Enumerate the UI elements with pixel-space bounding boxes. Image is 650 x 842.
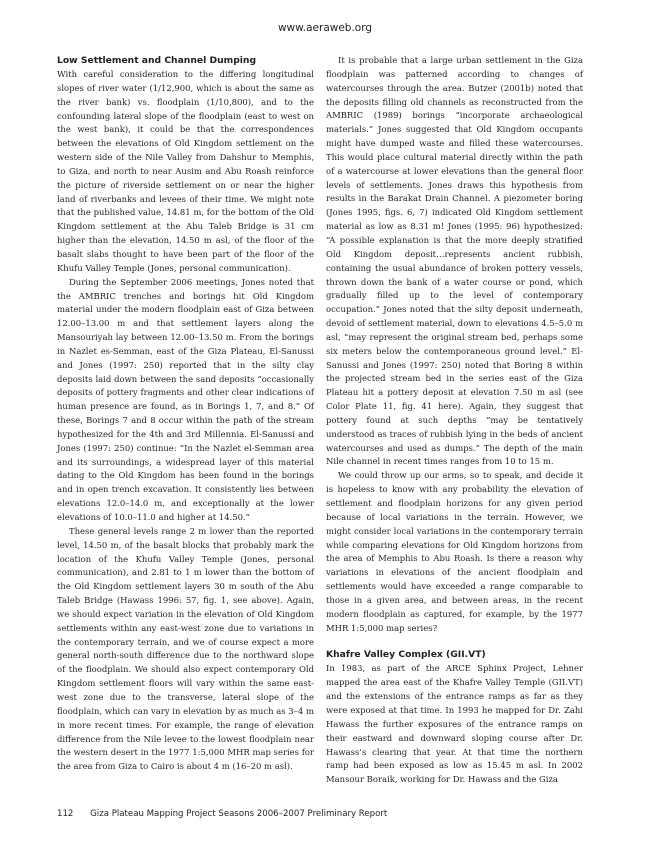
right-column xyxy=(326,54,583,787)
paragraph: In 1983, as part of the ARCE Sphinx Project, Lehner mapped the area east of the Khafre Valley Temple (GII.VT) and the extensions of the entrance ramps as far as they were exposed at that time. In 1993 he mapped for Dr. Zahi Hawass the further exposures of the entrance ramps on their eastward and downward sloping course after Dr. Hawass’s clearing that year. At that time the northern ramp had been exposed as low as 15.45 m asl. In 2002 Mansour Boraik, working for Dr. Hawass and the Giza xyxy=(326,663,583,785)
paragraph: During the September 2006 meetings, Jones noted that the AMBRIC trenches and borings hit Old Kingdom material under the modern floodplain east of Giza between 12.00–13.00 m and that settlement layers along the Mansouriyah lay between 12.00–13.50 m. From the borings in Nazlet es-Semman, east of the Giza Plateau, El-Sanussi and Jones (1997: 250) reported that in the silty clay deposits laid down between the sand deposits “occasionally deposits of pottery fragments and other clear indications of human presence are found, as in Borings 1, 7, and 8.” Of these, Borings 7 and 8 occur within the path of the stream hypothesized for the 4th and 3rd Millennia. El-Sanussi and Jones (1997: 250) continue: “In the Nazlet el-Semman area and its surroundings, a widespread layer of this material dating to the Old Kingdom has been found in the borings and in open trench excavation. It consistently lies between elevations 12.0–14.0 m, and exceptionally at the lower elevations of 10.0–11.0 and higher at 14.50.” xyxy=(57,276,314,522)
page-number: 112 xyxy=(57,809,74,819)
paragraph: We could throw up our arms, so to speak, and decide it is hopeless to know with any probability the elevation of settlement and floodplain horizons for any given period because of local variations in the terrain. However, we might consider local variations in the contemporary terrain while comparing elevations for Old Kingdom horizons from the area of Memphis to Abu Roash. Is there a reason why variations in elevations of the ancient floodplain and settlements would have exceeded a range comparable to those in a given area, and between areas, in the recent modern floodplain as captured, for example, by the 1977 MHR 1:5,000 map series? xyxy=(326,470,583,633)
section-heading-khafre-valley-complex: Khafre Valley Complex (GII.VT) xyxy=(326,649,486,661)
page-footer xyxy=(57,809,387,819)
left-column xyxy=(57,54,314,774)
paragraph: These general levels range 2 m lower than the reported level, 14.50 m, of the basalt blocks that probably mark the location of the Khufu Valley Temple (Jones, personal communication), and 2.81 to 1 m lower than the bottom of the Old Kingdom settlement layers 30 m south of the Abu Taleb Bridge (Hawass 1996: 57, fig. 1, see above). Again, we should expect variation in the elevation of Old Kingdom settlements within any east-west zone due to variations in the contemporary terrain, and we of course expect a more general north-south difference due to the northward slope of the floodplain. We should also expect contemporary Old Kingdom settlement floors will vary within the same east-west zone due to the transverse, lateral slope of the floodplain, which can vary in elevation by as much as 3–4 m in more recent times. For example, the range of elevation difference from the Nile levee to the lowest floodplain near the western desert in the 1977 1:5,000 MHR map series for the area from Giza to Cairo is about 4 m (16–20 m asl). xyxy=(57,525,314,772)
paragraph: It is probable that a large urban settlement in the Giza floodplain was patterned according to changes of watercourses through the area. Butzer (2001b) noted that the deposits filling old channels as reconstructed from the AMBRIC (1989) borings “incorporate archaeological materials.” Jones suggested that Old Kingdom occupants might have dumped waste and filled these watercourses. This would place cultural material directly within the path of a watercourse at lower elevations than the general floor levels of settlements. Jones draws this hypothesis from results in the Barakat Drain Channel. A piezometer boring (Jones 1995, figs. 6, 7) indicated Old Kingdom settlement material as low as 8.31 m! Jones (1995: 96) hypothesized: “A possible explanation is that the more deeply stratified Old Kingdom deposit…represents ancient rubbish, containing the usual abundance of broken pottery vessels, thrown down the bank of a water course or pond, which gradually filled up to the level of contemporary occupation.” Jones noted that the silty deposit underneath, devoid of settlement material, down to elevations 4.5–5.0 m asl, “may represent the original stream bed, perhaps some six meters below the contemporaneous ground level.” El-Sanussi and Jones (1997: 250) noted that Boring 8 within the projected stream bed in the series east of the Giza Plateau hit a pottery deposit at elevation 7.50 m asl (see Color Plate 11, fig. 41 here). Again, they suggest that pottery found at such depths “may be tentatively understood as traces of rubbish lying in the beds of ancient watercourses and used as dumps.” The depth of the main Nile channel in recent times ranges from 10 to 15 m. xyxy=(326,55,583,467)
paragraph: With careful consideration to the differing longitudinal slopes of river water (1/12,900, which is about the same as the river bank) vs. floodplain (1/10,800), and to the confounding lateral slope of the floodplain (east to west on the west bank), it could be that the correspondences between the elevations of Old Kingdom settlement on the western side of the Nile Valley from Dahshur to Memphis, to Giza, and north to near Ausim and Abu Roash reinforce the picture of riverside settlement on or near the higher land of riverbanks and levees of their time. We might note that the published value, 14.81 m, for the bottom of the Old Kingdom settlement at the Abu Taleb Bridge is 31 cm higher than the elevation, 14.50 m asl, of the floor of the basalt slabs thought to have been part of the floor of the Khufu Valley Temple (Jones, personal communication). xyxy=(57,69,314,273)
section-heading-low-settlement: Low Settlement and Channel Dumping xyxy=(57,55,257,66)
site-url: www.aeraweb.org xyxy=(277,22,373,34)
running-title: Giza Plateau Mapping Project Seasons 2006–2007 Preliminary Report xyxy=(90,809,388,819)
